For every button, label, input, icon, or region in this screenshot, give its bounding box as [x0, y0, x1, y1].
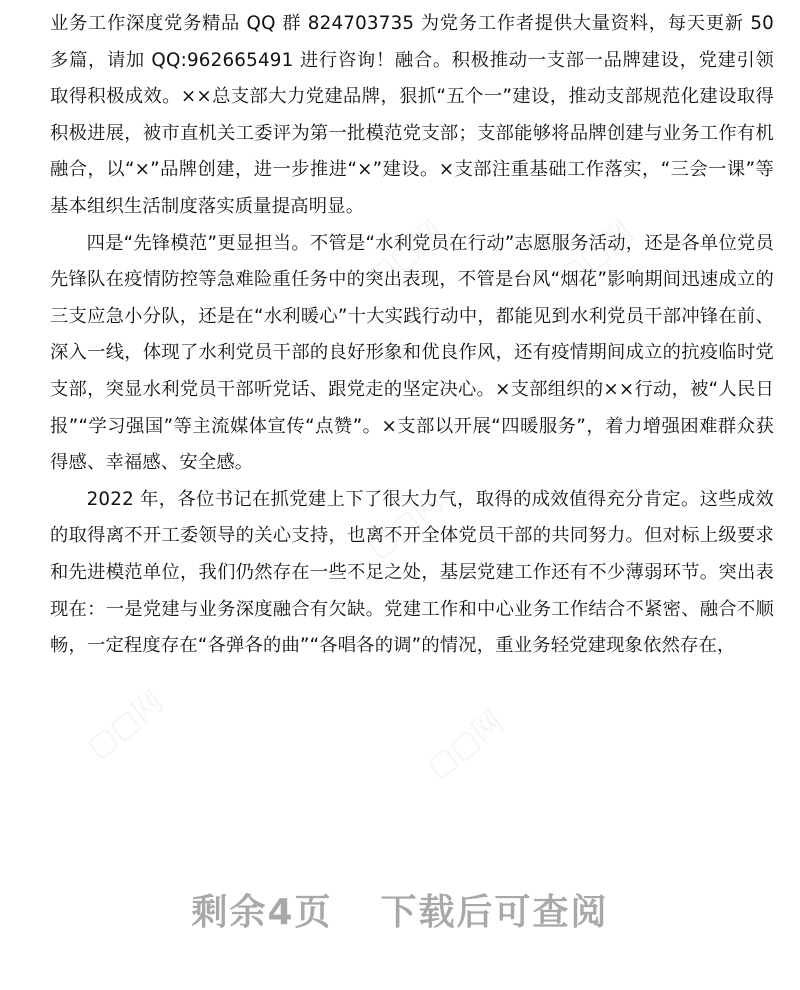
watermark-logo: ▢▢网	[550, 214, 641, 296]
watermark-logo: ▢▢网	[420, 704, 511, 786]
watermark-logo: ▢▢网	[360, 214, 451, 296]
document-body	[50, 6, 774, 665]
watermark-logo: ▢▢网	[80, 684, 171, 766]
watermark-logo: ▢▢网	[360, 484, 451, 566]
paragraph-3: 2022 年，各位书记在抓党建上下了很大力气，取得的成效值得充分肯定。这些成效的取得离不开工委领导的关心支持，也离不开全体党员干部的共同努力。但对标上级要求和先进模范单位，我们仍然存在一些不足之处，基层党建工作还有不少薄弱环节。突出表现在：一是党建与业务深度融合有欠缺。党建工作和中心业务工作结合不紧密、融合不顺畅，一定程度存在“各弹各的曲”“各唱各的调”的情况，重业务轻党建现象依然存在，	[50, 488, 774, 657]
paragraph-1: 业务工作深度党务精品 QQ 群 824703735 为党务工作者提供大量资料，每天更新 50 多篇，请加 QQ:962665491 进行咨询！融合。积极推动一支部一品牌建设，党建引领取得积极成效。××总支部大力党建品牌，狠抓“五个一”建设，推动支部规范化建设取得积极进展，被市直机关工委评为第一批模范党支部；支部能够将品牌创建与业务工作有机融合，以“×”品牌创建，进一步推进“×”建设。×支部注重基础工作落实，“三会一课”等基本组织生活制度落实质量提高明显。	[50, 13, 774, 217]
download-hint-label: 下载后可查阅	[380, 892, 609, 933]
download-prompt[interactable]	[0, 884, 800, 935]
remaining-pages-label: 剩余4页	[191, 892, 333, 933]
paragraph-2: 四是“先锋模范”更显担当。不管是“水利党员在行动”志愿服务活动，还是各单位党员先锋队在疫情防控等急难险重任务中的突出表现，不管是台风“烟花”影响期间迅速成立的三支应急小分队，还是在“水利暖心”十大实践行动中，都能见到水利党员干部冲锋在前、深入一线，体现了水利党员干部的良好形象和优良作风，还有疫情期间成立的抗疫临时党支部，突显水利党员干部听党话、跟党走的坚定决心。×支部组织的××行动，被“人民日报”“学习强国”等主流媒体宣传“点赞”。×支部以开展“四暖服务”，着力增强困难群众获得感、幸福感、安全感。	[50, 232, 774, 474]
